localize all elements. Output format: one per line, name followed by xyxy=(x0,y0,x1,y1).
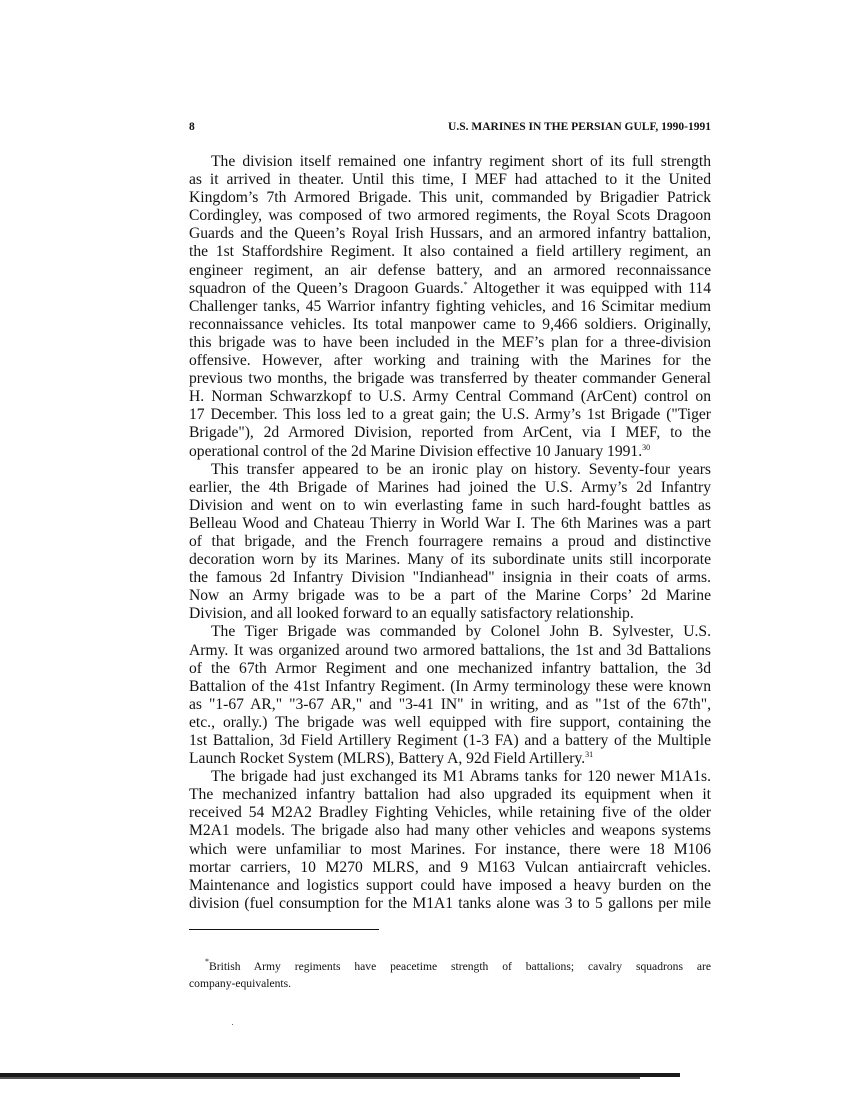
footnote xyxy=(189,958,711,992)
line-text: Altogether it was equipped with 114 xyxy=(467,279,711,297)
line-text: the famous 2d Infantry Division "Indianhead" insignia in their coats of arms. xyxy=(189,569,711,587)
line-text: Battalion of the 41st Infantry Regiment. (In Army terminology these were known xyxy=(189,677,711,695)
line-text: received 54 M2A2 Bradley Fighting Vehicles, while retaining five of the older xyxy=(189,804,711,822)
text-line xyxy=(189,623,711,641)
line-text: Cordingley, was composed of two armored regiments, the Royal Scots Dragoon xyxy=(189,207,711,225)
body-text xyxy=(189,153,711,913)
text-line xyxy=(189,515,711,533)
line-text: 17 December. This loss led to a great gain; the U.S. Army’s 1st Brigade ("Tiger xyxy=(189,406,711,424)
text-line xyxy=(189,497,711,515)
text-line xyxy=(189,895,711,913)
text-line xyxy=(189,171,711,189)
line-text: as it arrived in theater. Until this time, I MEF had attached to it the United xyxy=(189,171,711,189)
line-text: This transfer appeared to be an ironic play on history. Seventy-four years xyxy=(211,460,711,478)
line-text: Division and went on to win everlasting fame in such hard-fought battles as xyxy=(189,496,711,514)
text-line xyxy=(189,605,711,623)
line-text: Brigade"), 2d Armored Division, reported from ArCent, via I MEF, to the xyxy=(189,424,711,442)
text-line xyxy=(189,696,711,714)
line-text: this brigade was to have been included in the MEF’s plan for a three-division xyxy=(189,333,711,351)
line-text: Belleau Wood and Chateau Thierry in World War I. The 6th Marines was a part xyxy=(189,514,711,532)
text-line xyxy=(189,859,711,877)
text-line xyxy=(189,768,711,786)
line-text: reconnaissance vehicles. Its total manpower came to 9,466 soldiers. Originally, xyxy=(189,315,711,333)
line-text: Launch Rocket System (MLRS), Battery A, 92d Field Artillery. xyxy=(189,750,586,768)
text-line xyxy=(189,587,711,605)
text-line xyxy=(189,298,711,316)
text-line xyxy=(189,334,711,352)
scan-speck xyxy=(232,1024,233,1025)
text-line xyxy=(189,804,711,822)
text-line xyxy=(189,388,711,406)
text-line xyxy=(189,786,711,804)
line-text: etc., orally.) The brigade was well equipped with fire support, containing the xyxy=(189,713,711,731)
line-text: Now an Army brigade was to be a part of the Marine Corps’ 2d Marine xyxy=(189,587,711,605)
text-line xyxy=(189,822,711,840)
footnote-rule xyxy=(189,929,379,930)
text-line xyxy=(189,841,711,859)
text-line xyxy=(189,262,711,280)
text-line xyxy=(189,642,711,660)
line-text: previous two months, the brigade was transferred by theater commander General xyxy=(189,370,711,388)
line-text: operational control of the 2d Marine Division effective 10 January 1991. xyxy=(189,442,643,460)
line-text: H. Norman Schwarzkopf to U.S. Army Central Command (ArCent) control on xyxy=(189,388,711,406)
text-line xyxy=(189,352,711,370)
text-line xyxy=(189,714,711,732)
line-text: M2A1 models. The brigade also had many other vehicles and weapons systems xyxy=(189,822,711,840)
line-text: engineer regiment, an air defense battery, and an armored reconnaissance xyxy=(189,261,711,279)
line-text: Kingdom’s 7th Armored Brigade. This unit, commanded by Brigadier Patrick xyxy=(189,189,711,207)
line-text: Army. It was organized around two armored battalions, the 1st and 3d Battalions xyxy=(189,641,711,659)
page-number: 8 xyxy=(189,121,195,133)
paragraph xyxy=(189,768,711,913)
text-line xyxy=(189,461,711,479)
text-line xyxy=(189,443,711,461)
text-line xyxy=(189,479,711,497)
line-text: offensive. However, after working and training with the Marines for the xyxy=(189,352,711,370)
line-text: 1st Battalion, 3d Field Artillery Regiment (1-3 FA) and a battery of the Multiple xyxy=(189,732,711,749)
footnote-line xyxy=(189,975,711,992)
footnote-reference: 30 xyxy=(642,442,651,452)
paragraph xyxy=(189,623,711,768)
line-text: of the 67th Armor Regiment and one mechanized infantry battalion, the 3d xyxy=(189,659,711,677)
footnote-reference: * xyxy=(463,279,468,289)
line-text: as "1-67 AR," "3-67 AR," and "3-41 IN" in writing, and as "1st of the 67th", xyxy=(189,695,711,713)
text-line xyxy=(189,280,711,298)
line-text: Maintenance and logistics support could have imposed a heavy burden on the xyxy=(189,876,711,894)
text-line xyxy=(189,153,711,171)
line-text: mortar carriers, 10 M270 MLRS, and 9 M163 Vulcan antiaircraft vehicles. xyxy=(189,858,711,876)
text-line xyxy=(189,551,711,569)
line-text: Division, and all looked forward to an equally satisfactory relationship. xyxy=(189,605,634,623)
line-text: earlier, the 4th Brigade of Marines had joined the U.S. Army’s 2d Infantry xyxy=(189,478,711,496)
text-line xyxy=(189,732,711,750)
text-line xyxy=(189,877,711,895)
footnote-marker: * xyxy=(205,958,209,966)
line-text: of that brigade, and the French fourragere remains a proud and distinctive xyxy=(189,532,711,550)
footnote-line xyxy=(189,958,711,975)
line-text: Guards and the Queen’s Royal Irish Hussars, and an armored infantry battalion, xyxy=(189,225,711,243)
paragraph xyxy=(189,153,711,461)
running-title: U.S. MARINES IN THE PERSIAN GULF, 1990-1991 xyxy=(448,121,711,133)
line-text: the 1st Staffordshire Regiment. It also contained a field artillery regiment, an xyxy=(189,243,711,261)
footnote-text: British Army regiments have peacetime strength of battalions; cavalry squadrons are xyxy=(209,960,711,973)
text-line xyxy=(189,424,711,442)
line-text: Challenger tanks, 45 Warrior infantry fighting vehicles, and 16 Scimitar medium xyxy=(189,297,711,315)
line-text: division (fuel consumption for the M1A1 tanks alone was 3 to 5 gallons per mile xyxy=(189,894,711,912)
text-line xyxy=(189,660,711,678)
text-line xyxy=(189,316,711,334)
text-line xyxy=(189,533,711,551)
text-line xyxy=(189,569,711,587)
text-line xyxy=(189,678,711,696)
text-line xyxy=(189,370,711,388)
text-line xyxy=(189,225,711,243)
footnote-text: company-equivalents. xyxy=(189,977,292,990)
text-line xyxy=(189,207,711,225)
footnote-reference: 31 xyxy=(585,750,594,760)
line-text: decoration worn by its Marines. Many of its subordinate units still incorporate xyxy=(189,551,711,569)
text-line xyxy=(189,406,711,424)
scan-edge-shadow xyxy=(0,1077,640,1079)
text-line xyxy=(189,750,711,768)
line-text: The brigade had just exchanged its M1 Abrams tanks for 120 newer M1A1s. xyxy=(211,768,711,786)
line-text: The division itself remained one infantry regiment short of its full strength xyxy=(211,153,711,170)
paragraph xyxy=(189,461,711,624)
line-text: which were unfamiliar to most Marines. For instance, there were 18 M106 xyxy=(189,840,711,858)
line-text: The Tiger Brigade was commanded by Colonel John B. Sylvester, U.S. xyxy=(211,623,711,641)
line-text: squadron of the Queen’s Dragoon Guards. xyxy=(189,279,464,297)
line-text: The mechanized infantry battalion had also upgraded its equipment when it xyxy=(189,786,711,804)
text-line xyxy=(189,243,711,261)
text-line xyxy=(189,189,711,207)
